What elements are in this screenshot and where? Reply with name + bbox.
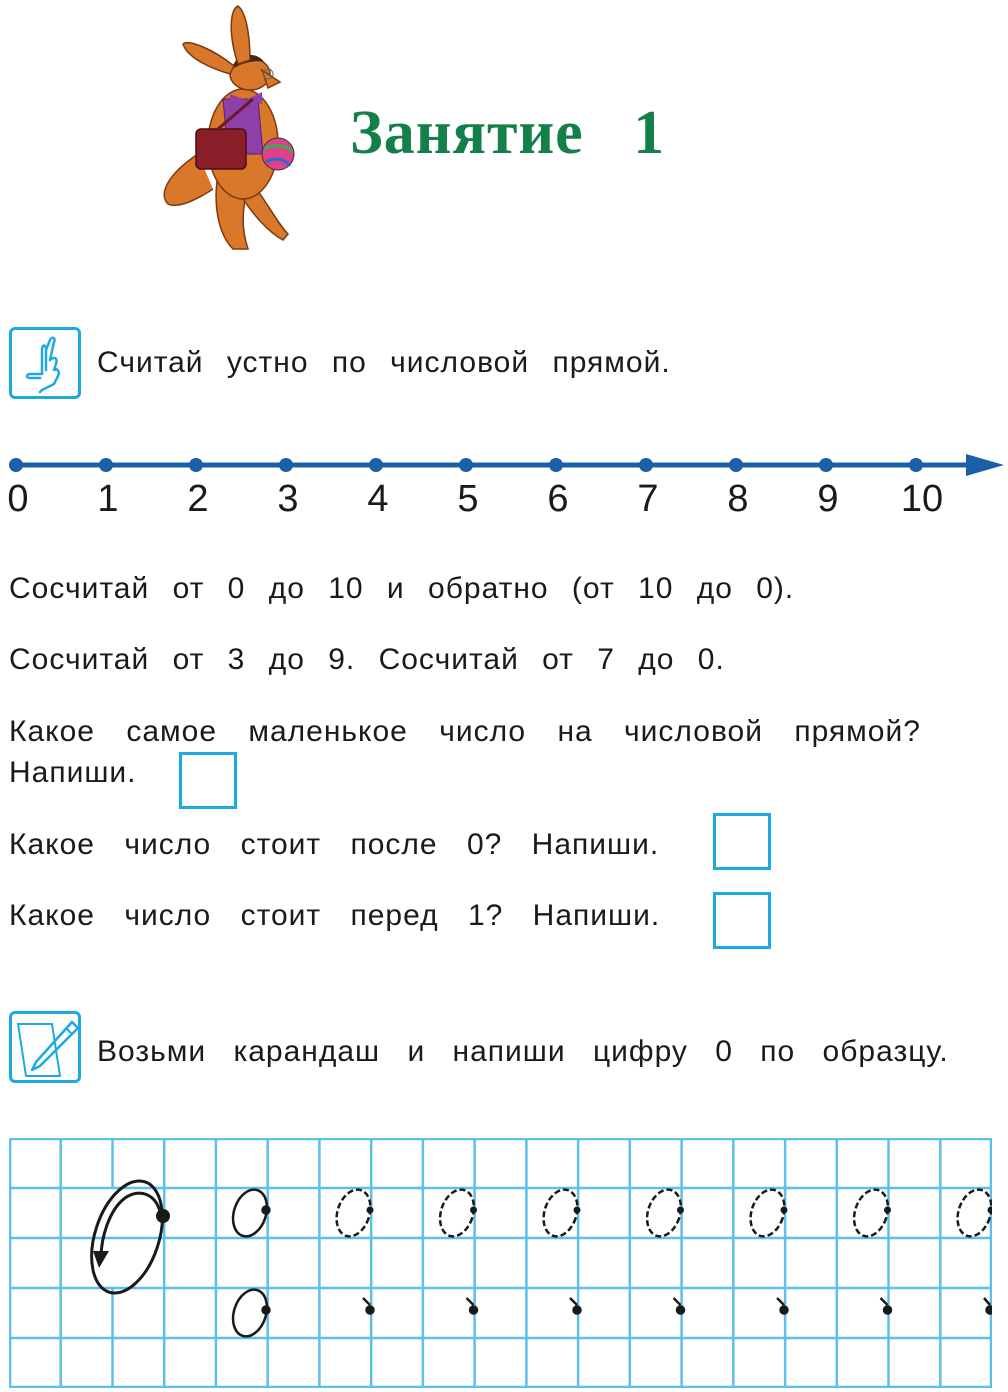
number-line-label: 5 (457, 478, 479, 520)
question-after-zero: Какое число стоит после 0? Напиши. (9, 828, 660, 861)
question-smallest-write: Напиши. (9, 756, 137, 789)
pencil-writing-icon (9, 1011, 81, 1083)
number-line-label: 2 (187, 478, 209, 520)
hand-counting-icon (9, 327, 81, 399)
exercise-count-ranges: Сосчитай от 3 до 9. Сосчитай от 7 до 0. (9, 643, 725, 676)
lesson-title: Занятие 1 (350, 99, 666, 167)
question-smallest-number: Какое самое маленькое число на числовой прямой? (9, 715, 921, 748)
question-before-one: Какое число стоит перед 1? Напиши. (9, 899, 661, 932)
number-line-label: 6 (547, 478, 569, 520)
kangaroo-mascot-illustration (158, 4, 298, 254)
number-line-label: 10 (900, 478, 944, 520)
writing-grid[interactable] (9, 1138, 992, 1388)
number-line (0, 450, 1008, 480)
arrow-right-icon (966, 454, 1004, 476)
number-line-label: 7 (637, 478, 659, 520)
task1-instruction: Считай устно по числовой прямой. (97, 346, 671, 379)
answer-box-before-one[interactable] (713, 892, 771, 949)
number-line-label: 1 (97, 478, 119, 520)
number-line-label: 0 (7, 478, 29, 520)
number-line-label: 9 (817, 478, 839, 520)
number-line-label: 4 (367, 478, 389, 520)
task2-instruction: Возьми карандаш и напиши цифру 0 по образцу. (97, 1035, 949, 1068)
answer-box-smallest[interactable] (179, 752, 237, 809)
number-line-label: 8 (727, 478, 749, 520)
exercise-count-0-10: Сосчитай от 0 до 10 и обратно (от 10 до 0). (9, 572, 795, 605)
answer-box-after-zero[interactable] (713, 813, 771, 870)
number-line-label: 3 (277, 478, 299, 520)
